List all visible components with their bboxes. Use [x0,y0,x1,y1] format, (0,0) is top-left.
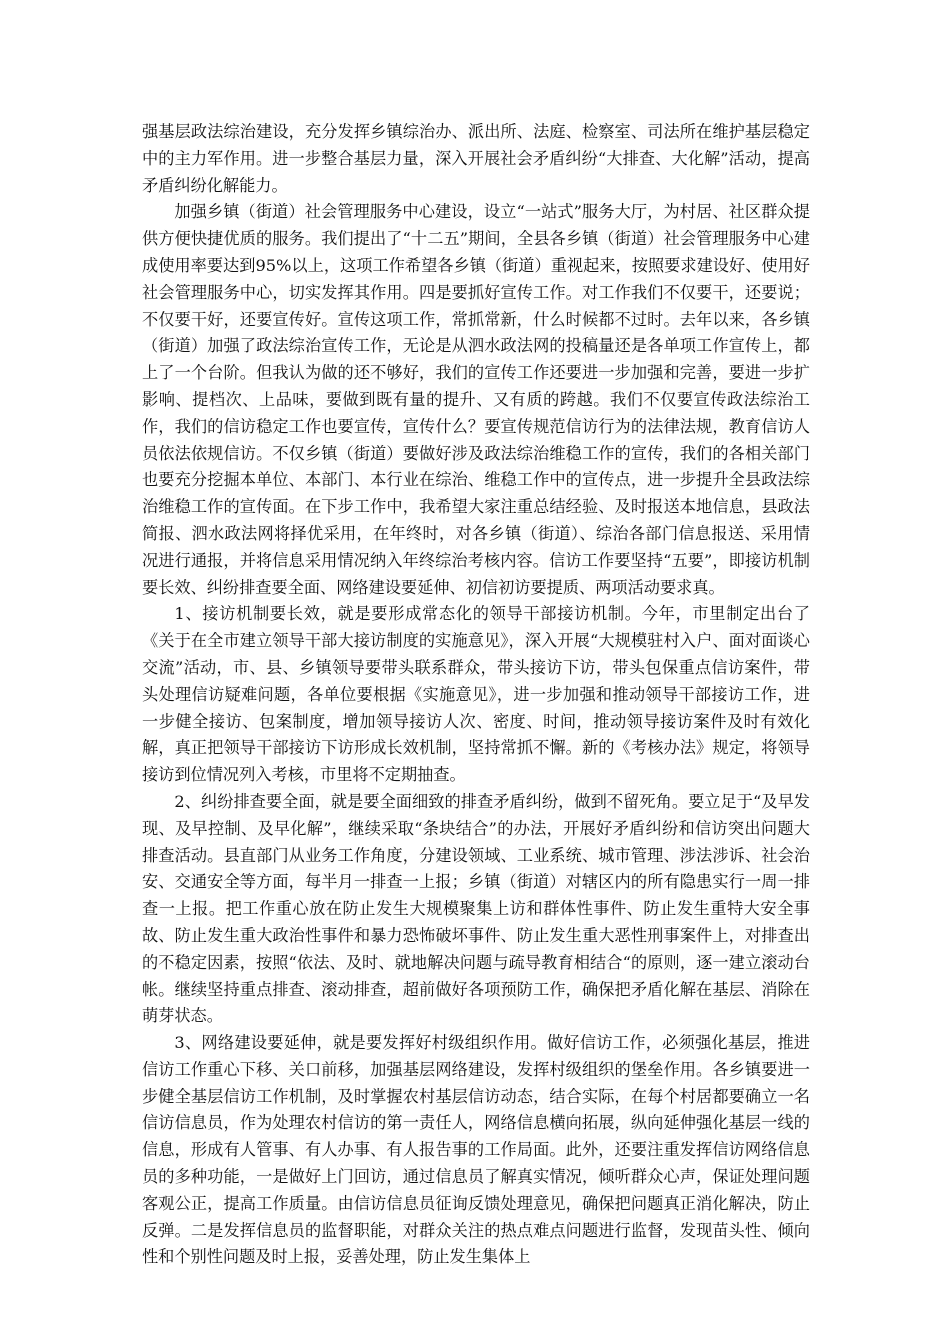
paragraph-2: 加强乡镇（街道）社会管理服务中心建设，设立“一站式”服务大厅，为村居、社区群众提供方便快捷优质的服务。我们提出了“十二五”期间，全县各乡镇（街道）社会管理服务中心建成使用率要达到95%以上，这项工作希望各乡镇（街道）重视起来，按照要求建设好、使用好社会管理服务中心，切实发挥其作用。四是要抓好宣传工作。对工作我们不仅要干，还要说；不仅要干好，还要宣传好。宣传这项工作，常抓常新，什么时候都不过时。去年以来，各乡镇（街道）加强了政法综治宣传工作，无论是从泗水政法网的投稿量还是各单项工作宣传上，都上了一个台阶。但我认为做的还不够好，我们的宣传工作还要进一步加强和完善，要进一步扩影响、提档次、上品味，要做到既有量的提升、又有质的跨越。我们不仅要宣传政法综治工作，我们的信访稳定工作也要宣传，宣传什么？要宣传规范信访行为的法律法规，教育信访人员依法依规信访。不仅乡镇（街道）要做好涉及政法综治维稳工作的宣传，我们的各相关部门也要充分挖掘本单位、本部门、本行业在综治、维稳工作中的宣传点，进一步提升全县政法综治维稳工作的宣传面。在下步工作中，我希望大家注重总结经验、及时报送本地信息，县政法简报、泗水政法网将择优采用，在年终时，对各乡镇（街道）、综治各部门信息报送、采用情况进行通报，并将信息采用情况纳入年终综治考核内容。信访工作要坚持“五要”，即接访机制要长效、纠纷排查要全面、网络建设要延伸、初信初访要提质、两项活动要求真。 [142,202,810,597]
paragraph-1: 强基层政法综治建设，充分发挥乡镇综治办、派出所、法庭、检察室、司法所在维护基层稳定中的主力军作用。进一步整合基层力量，深入开展社会矛盾纠纷“大排查、大化解”活动，提高矛盾纠纷化解能力。 [142,122,810,195]
paragraph-4: 2、纠纷排查要全面，就是要全面细致的排查矛盾纠纷，做到不留死角。要立足于“及早发现、及早控制、及早化解”，继续采取“条块结合”的办法，开展好矛盾纠纷和信访突出问题大排查活动。县直部门从业务工作角度，分建设领域、工业系统、城市管理、涉法涉诉、社会治安、交通安全等方面，每半月一排查一上报；乡镇（街道）对辖区内的所有隐患实行一周一排查一上报。把工作重心放在防止发生大规模聚集上访和群体性事件、防止发生重特大安全事故、防止发生重大政治性事件和暴力恐怖破坏事件、防止发生重大恶性刑事案件上，对排查出的不稳定因素，按照“依法、及时、就地解决问题与疏导教育相结合“的原则，逐一建立滚动台帐。继续坚持重点排查、滚动排查，超前做好各项预防工作，确保把矛盾化解在基层、消除在萌芽状态。 [142,791,810,1026]
paragraph-3: 1、接访机制要长效，就是要形成常态化的领导干部接访机制。今年，市里制定出台了《关于在全市建立领导干部大接访制度的实施意见》，深入开展“大规模驻村入户、面对面谈心交流”活动，市、县、乡镇领导要带头联系群众，带头接访下访，带头包保重点信访案件，带头处理信访疑难问题，各单位要根据《实施意见》，进一步加强和推动领导干部接访工作，进一步健全接访、包案制度，增加领导接访人次、密度、时间，推动领导接访案件及时有效化解，真正把领导干部接访下访形成长效机制，坚持常抓不懈。新的《考核办法》规定，将领导接访到位情况列入考核，市里将不定期抽查。 [142,604,810,785]
document-page [142,119,810,1271]
paragraph-5: 3、网络建设要延伸，就是要发挥好村级组织作用。做好信访工作，必须强化基层，推进信访工作重心下移、关口前移，加强基层网络建设，发挥村级组织的堡垒作用。各乡镇要进一步健全基层信访工作机制，及时掌握农村基层信访动态，结合实际，在每个村居都要确立一名信访信息员，作为处理农村信访的第一责任人，网络信息横向拓展，纵向延伸强化基层一线的信息，形成有人管事、有人办事、有人报告事的工作局面。此外，还要注重发挥信访网络信息员的多种功能，一是做好上门回访，通过信息员了解真实情况，倾听群众心声，保证处理问题客观公正，提高工作质量。由信访信息员征询反馈处理意见，确保把问题真正消化解决，防止反弹。二是发挥信息员的监督职能，对群众关注的热点难点问题进行监督，发现苗头性、倾向性和个别性问题及时上报，妥善处理，防止发生集体上 [142,1033,810,1267]
